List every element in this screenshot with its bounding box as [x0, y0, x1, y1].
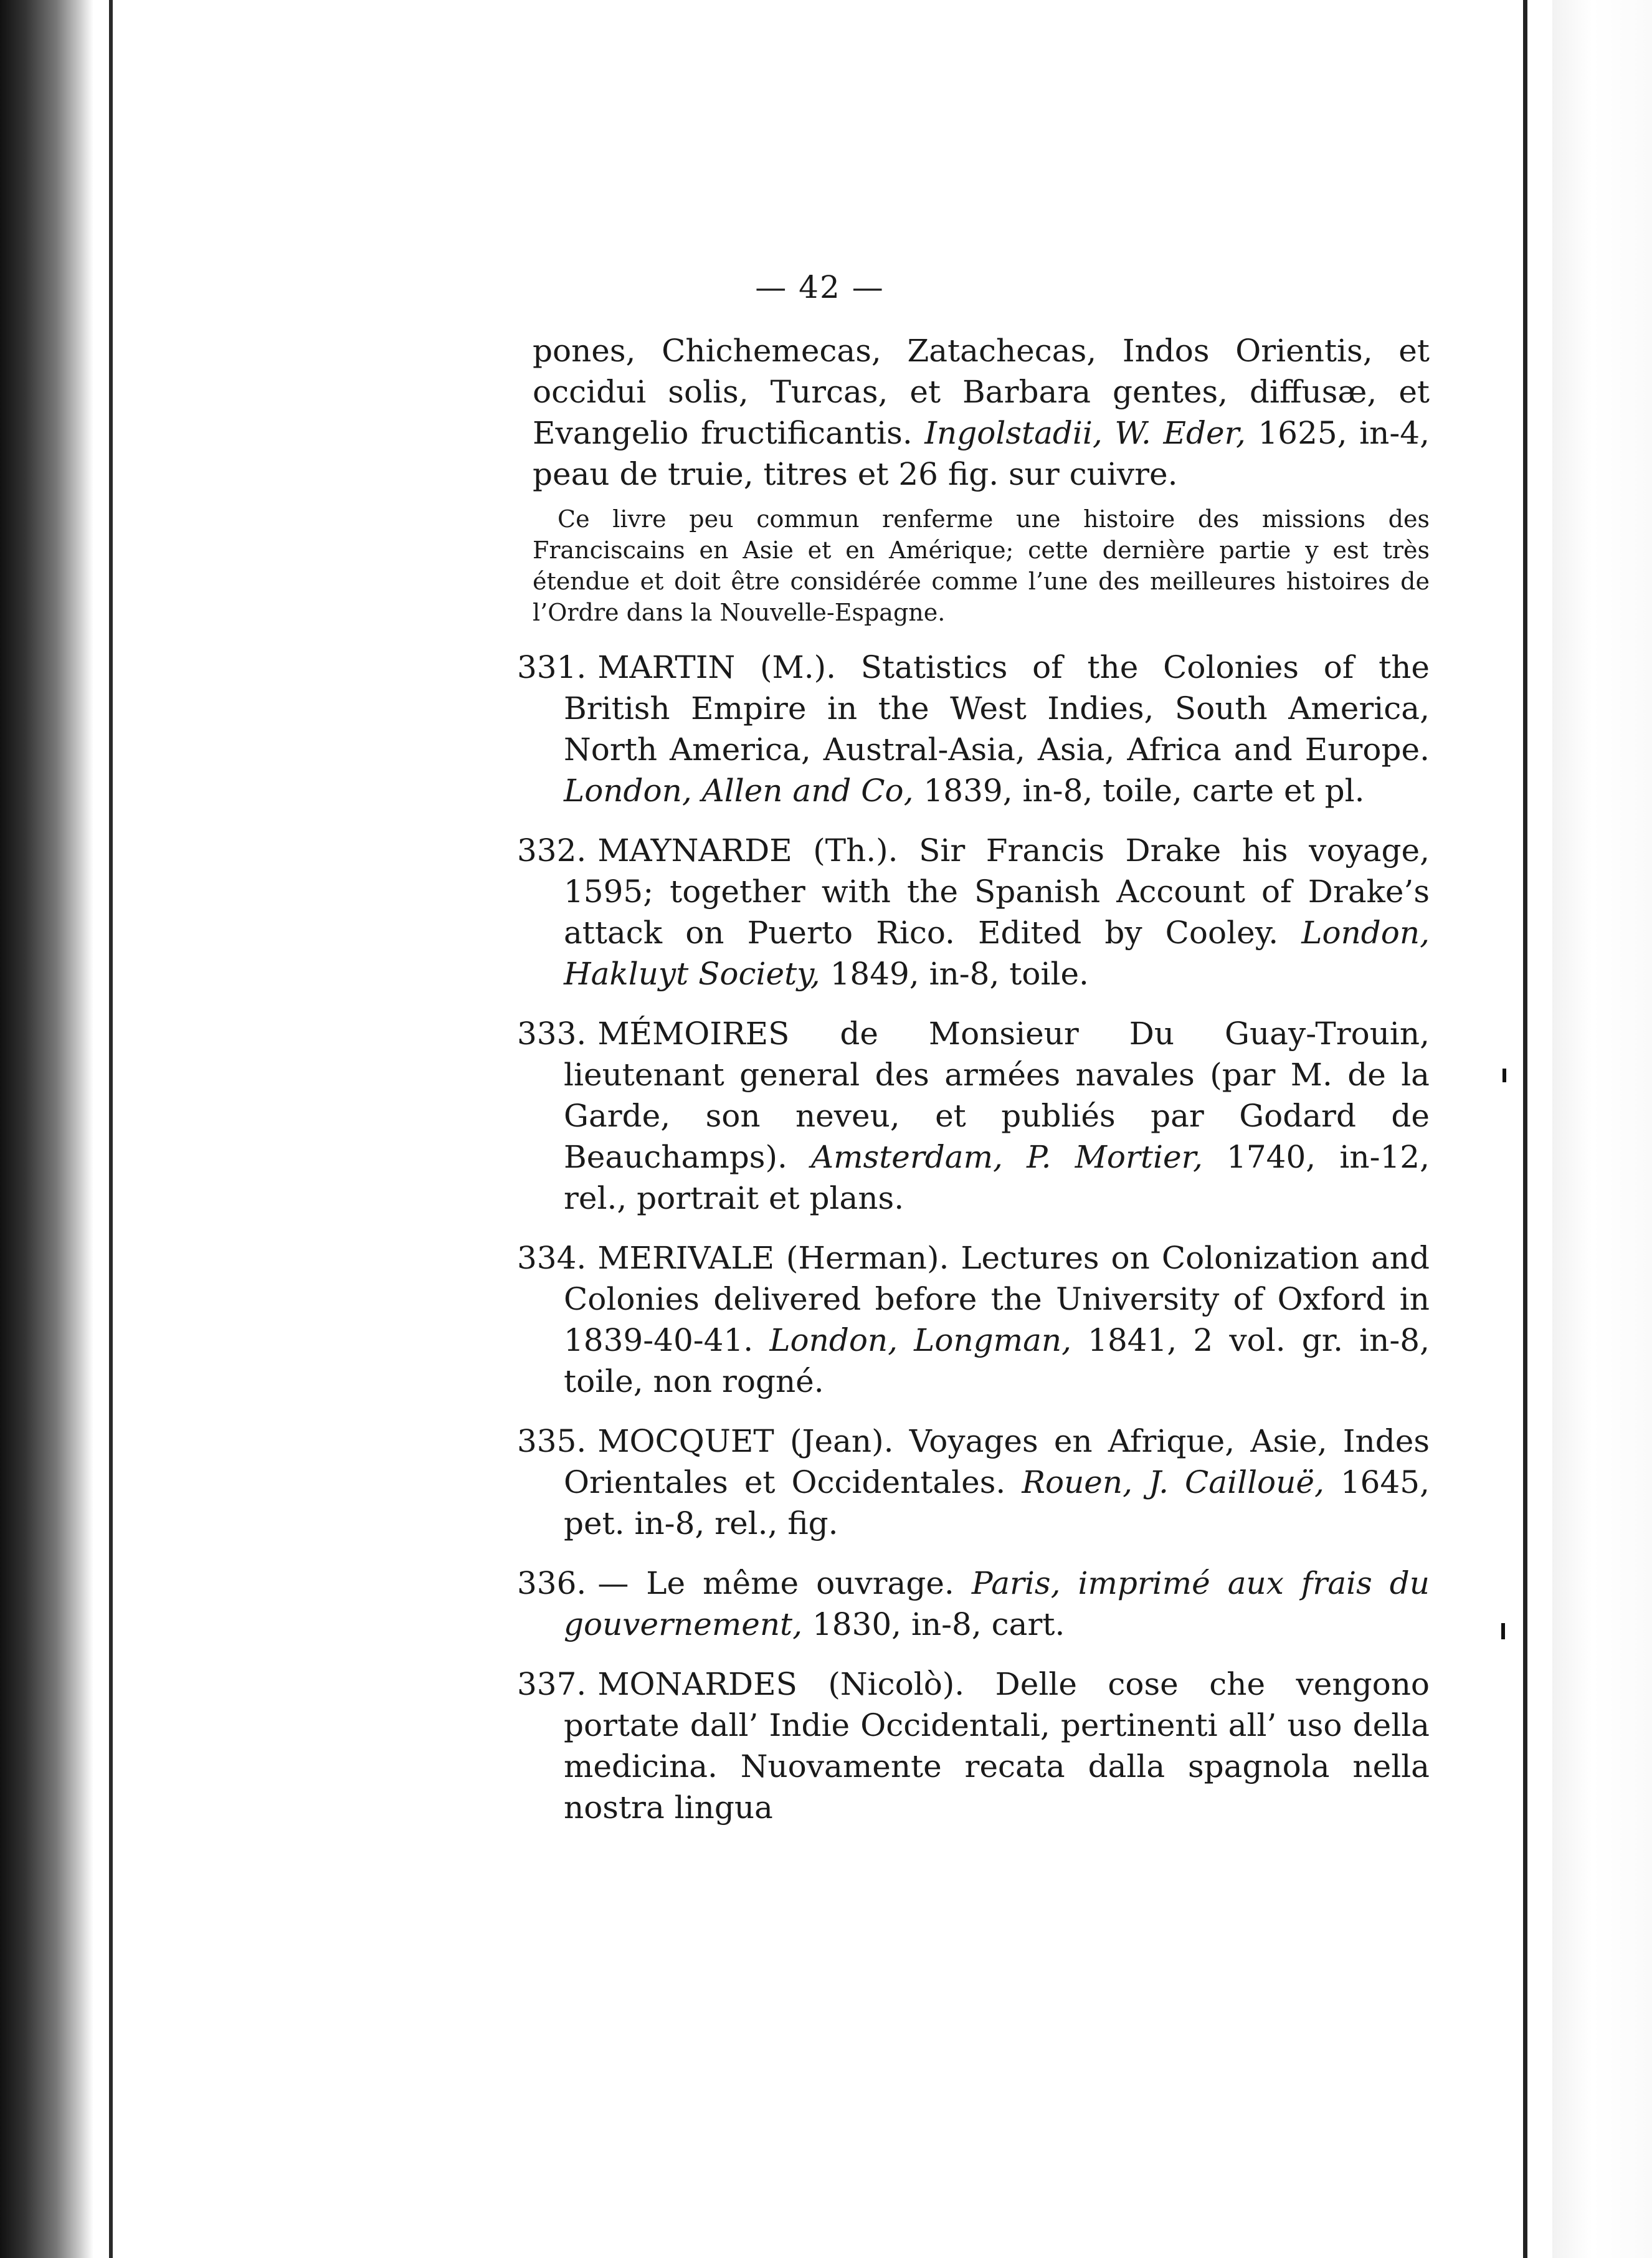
- catalogue-entry-335: [517, 1421, 1430, 1544]
- entry-number: 333.: [517, 1016, 587, 1052]
- entry-text: MAYNARDE (Th.). Sir Francis Drake his voyage, 1595; together with the Spanish Account of Drake’s attack on Puerto Rico. Edited by Cooley.: [564, 832, 1430, 951]
- continuation-place: Ingolstadii,: [924, 415, 1103, 451]
- entry-text: MONARDES (Nicolò). Delle cose che vengono portate dall’ Indie Occidentali, pertinenti all’ uso della medicina. Nuovamente recata dalla spagnola nella nostra lingua: [564, 1666, 1430, 1826]
- entry-imprint: Paris, imprimé aux frais du gouvernement,: [564, 1565, 1430, 1642]
- entry-number: 334.: [517, 1240, 587, 1276]
- catalogue-entry-337: [517, 1664, 1430, 1828]
- entry-details: 1645, pet. in-8, rel., fig.: [564, 1464, 1430, 1541]
- entry-imprint: London, Allen and Co,: [564, 773, 914, 809]
- entry-details: 1849, in-8, toile.: [820, 956, 1089, 992]
- entry-details: 1839, in-8, toile, carte et pl.: [913, 773, 1365, 809]
- continuation-paragraph: [533, 330, 1430, 495]
- entry-text: MOCQUET (Jean). Voyages en Afrique, Asie, Indes Orientales et Occidentales.: [564, 1423, 1430, 1500]
- entry-details: 1740, in-12, rel., portrait et plans.: [564, 1139, 1430, 1216]
- right-page-edge: [1523, 0, 1652, 2258]
- catalogue-entry-336: [517, 1563, 1430, 1645]
- continuation-details: 1625, in-4, peau de truie, titres et 26 fig. sur cuivre.: [533, 415, 1430, 492]
- entry-imprint: Rouen, J. Caillouë,: [1022, 1464, 1324, 1500]
- catalogue-text: [517, 330, 1430, 1828]
- entry-number: 337.: [517, 1666, 587, 1702]
- entry-imprint: Amsterdam, P. Mortier,: [811, 1139, 1203, 1175]
- binding-edge: [0, 0, 93, 2258]
- catalogue-entry-334: [517, 1237, 1430, 1402]
- entry-text: MERIVALE (Herman). Lectures on Colonization and Colonies delivered before the University of Oxford in 1839-40-41.: [564, 1240, 1430, 1358]
- catalogue-entry-332: [517, 830, 1430, 994]
- continuation-text: pones, Chichemecas, Zatachecas, Indos Orientis, et occidui solis, Turcas, et Barbara gentes, diffusæ, et Evangelio fructificantis.: [533, 333, 1430, 451]
- catalogue-entry-333: [517, 1013, 1430, 1219]
- entry-number: 336.: [517, 1565, 587, 1601]
- page-number: — 42 —: [755, 269, 885, 305]
- entry-text: — Le même ouvrage.: [597, 1565, 972, 1601]
- continuation-printer: W. Eder,: [1114, 415, 1246, 451]
- catalogue-entry-331: [517, 647, 1430, 811]
- right-page-edge-inner: [1552, 0, 1652, 2258]
- entry-number: 331.: [517, 649, 587, 685]
- entry-details: 1830, in-8, cart.: [802, 1606, 1065, 1642]
- bibliographic-note: Ce livre peu commun renferme une histoire des missions des Franciscains en Asie et en Amérique; cette dernière partie y est très étendue et doit être considérée comme l’une des meilleures histoires de l’Ordre dans la Nouvelle-Espagne.: [533, 505, 1430, 626]
- book-page: [112, 0, 1527, 2258]
- entry-text: MARTIN (M.). Statistics of the Colonies of the British Empire in the West Indies, South America, North America, Austral-Asia, Asia, Africa and Europe.: [564, 649, 1430, 768]
- entry-imprint: London, Hakluyt Society,: [564, 915, 1430, 992]
- entry-text: MÉMOIRES de Monsieur Du Guay-Trouin, lieutenant general des armées navales (par M. de la Garde, son neveu, et publiés par Godard de Beauchamps).: [564, 1016, 1430, 1175]
- entry-details: 1841, 2 vol. gr. in-8, toile, non rogné.: [564, 1322, 1430, 1399]
- entry-number: 335.: [517, 1423, 587, 1459]
- entry-imprint: London, Longman,: [769, 1322, 1071, 1358]
- entry-number: 332.: [517, 832, 587, 869]
